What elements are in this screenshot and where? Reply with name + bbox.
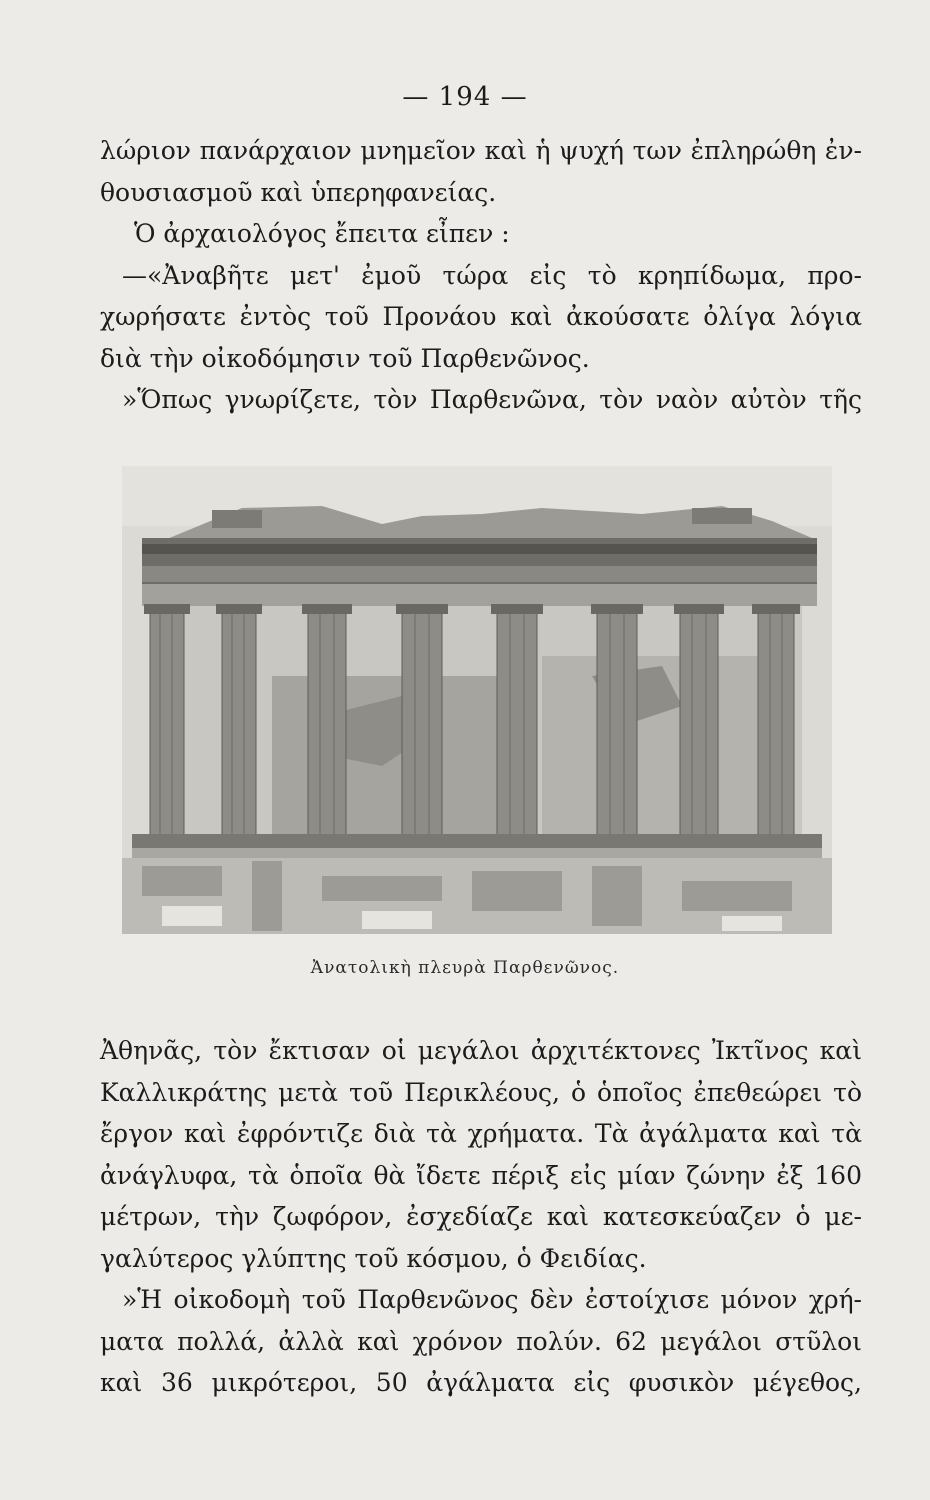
- text-line: »Ἡ οἰκοδομὴ τοῦ Παρθενῶνος δὲν ἐστοίχισε μόνον χρή-: [122, 1285, 862, 1314]
- text-line: ἀνάγλυφα, τὰ ὁποῖα θὰ ἴδετε πέριξ εἰς μίαν ζώνην ἐξ 160: [100, 1160, 862, 1190]
- page-number: — 194 —: [402, 82, 528, 112]
- text-line: γαλύτερος γλύπτης τοῦ κόσμου, ὁ Φειδίας.: [100, 1243, 647, 1273]
- text-line: Ὁ ἀρχαιολόγος ἔπειτα εἶπεν :: [134, 219, 510, 248]
- text-line: θουσιασμοῦ καὶ ὑπερηφανείας.: [100, 177, 497, 207]
- text-line: ἔργον καὶ ἐφρόντιζε διὰ τὰ χρήματα. Τὰ ἀγάλματα καὶ τὰ: [100, 1119, 862, 1148]
- parthenon-photo: [122, 466, 832, 934]
- text-line: λώριον πανάρχαιον μνημεῖον καὶ ἡ ψυχή των ἐπληρώθη ἐν-: [100, 136, 862, 165]
- figure-caption: Ἀνατολικὴ πλευρὰ Παρθενῶνος.: [310, 958, 620, 978]
- text-line: διὰ τὴν οἰκοδόμησιν τοῦ Παρθενῶνος.: [100, 343, 590, 373]
- text-block-top: [100, 130, 862, 421]
- text-block-bottom: [100, 1030, 862, 1404]
- text-line: χωρήσατε ἐντὸς τοῦ Προνάου καὶ ἀκούσατε ὀλίγα λόγια: [100, 302, 862, 331]
- text-line: Καλλικράτης μετὰ τοῦ Περικλέους, ὁ ὁποῖος ἐπεθεώρει τὸ: [100, 1077, 862, 1107]
- text-line: »Ὅπως γνωρίζετε, τὸν Παρθενῶνα, τὸν ναὸν αὐτὸν τῆς: [122, 385, 862, 414]
- text-line: καὶ 36 μικρότεροι, 50 ἀγάλματα εἰς φυσικὸν μέγεθος,: [100, 1368, 862, 1397]
- text-line: —«Ἀναβῆτε μετ' ἐμοῦ τώρα εἰς τὸ κρηπίδωμα, προ-: [122, 260, 862, 290]
- text-line: Ἀθηνᾶς, τὸν ἔκτισαν οἱ μεγάλοι ἀρχιτέκτονες Ἰκτῖνος καὶ: [100, 1036, 862, 1065]
- text-line: μέτρων, τὴν ζωφόρον, ἐσχεδίαζε καὶ κατεσκεύαζεν ὁ με-: [100, 1202, 862, 1231]
- text-line: ματα πολλά, ἀλλὰ καὶ χρόνον πολύν. 62 μεγάλοι στῦλοι: [100, 1326, 862, 1356]
